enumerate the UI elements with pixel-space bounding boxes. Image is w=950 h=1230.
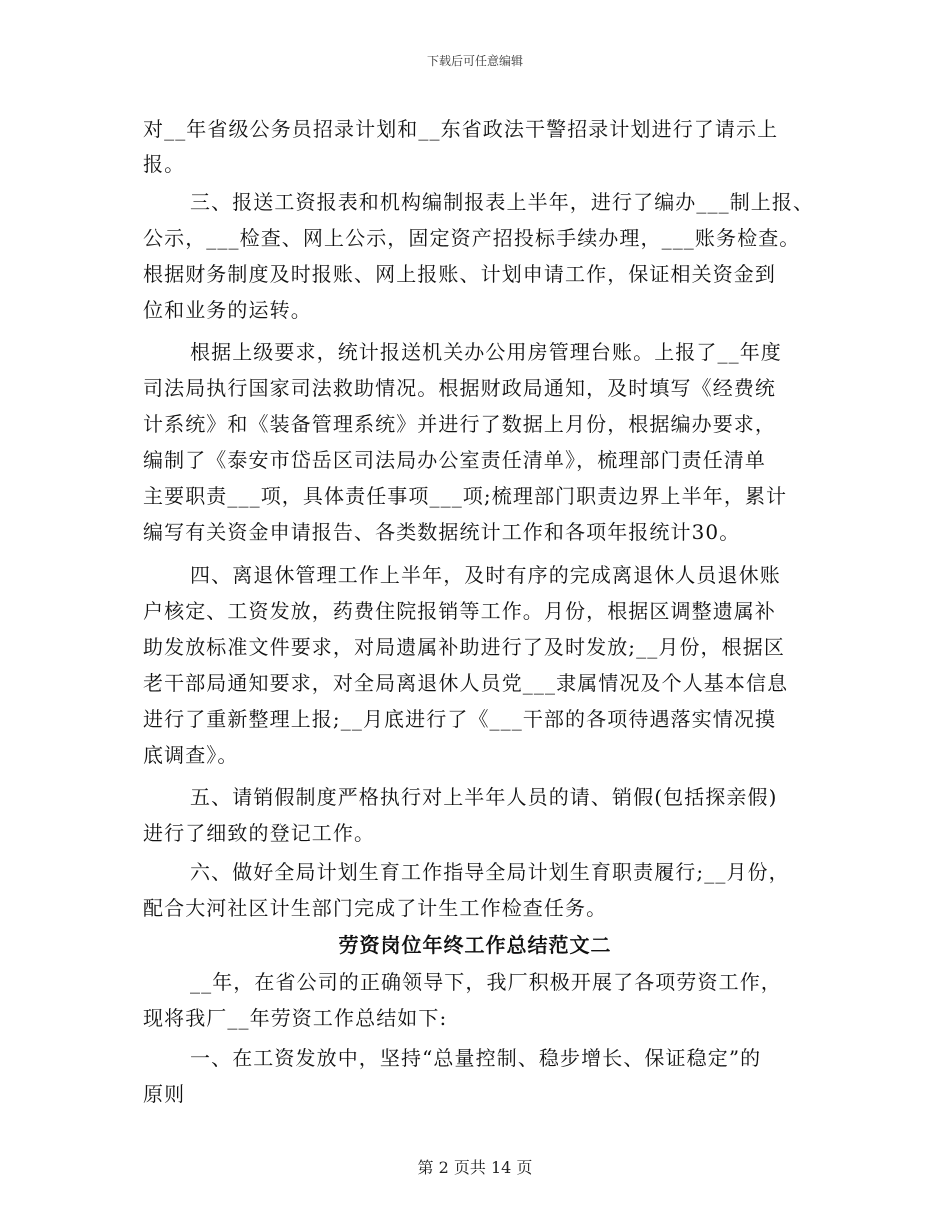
body-text-line: 公示，___检查、网上公示，固定资产招投标手续办理，___账务检查。 <box>143 226 801 250</box>
body-text-line: 三、报送工资报表和机构编制报表上半年，进行了编办___制上报、 <box>190 190 815 214</box>
body-text-line: 助发放标准文件要求，对局遗属补助进行了及时发放;__月份，根据区 <box>143 635 785 659</box>
body-text-line: 五、请销假制度严格执行对上半年人员的请、销假(包括探亲假) <box>190 785 778 809</box>
body-text-line: 进行了重新整理上报;__月底进行了《___干部的各项待遇落实情况摸 <box>143 707 777 731</box>
body-text-line: 对__年省级公务员招录计划和__东省政法干警招录计划进行了请示上 <box>143 117 779 141</box>
body-text-line: 一、在工资发放中，坚持“总量控制、稳步增长、保证稳定”的 <box>190 1046 762 1070</box>
section-heading: 劳资岗位年终工作总结范文二 <box>338 933 612 957</box>
body-text-line: 四、离退休管理工作上半年，及时有序的完成离退休人员退休账 <box>190 563 781 587</box>
body-text-line: 计系统》和《装备管理系统》并进行了数据上月份，根据编办要求， <box>143 412 776 436</box>
body-text-line: 底调查》。 <box>143 743 239 767</box>
body-text-line: 六、做好全局计划生育工作指导全局计划生育职责履行;__月份， <box>190 860 790 884</box>
body-text-line: 根据财务制度及时报账、网上报账、计划申请工作，保证相关资金到 <box>143 262 776 286</box>
body-text-line: __年，在省公司的正确领导下，我厂积极开展了各项劳资工作， <box>190 970 782 994</box>
body-text-line: 主要职责___项，具体责任事项___项;梳理部门职责边界上半年，累计 <box>143 484 788 508</box>
body-text-line: 编写有关资金申请报告、各类数据统计工作和各项年报统计30。 <box>143 520 741 544</box>
page-footer: 第 2 页共 14 页 <box>417 1158 533 1177</box>
body-text-line: 进行了细致的登记工作。 <box>143 821 376 845</box>
body-text-line: 司法局执行国家司法救助情况。根据财政局通知，及时填写《经费统 <box>143 376 776 400</box>
body-text-line: 原则 <box>143 1082 186 1106</box>
body-text-line: 报。 <box>143 152 186 176</box>
body-text-line: 老干部局通知要求，对全局离退休人员党___隶属情况及个人基本信息 <box>143 671 789 695</box>
page-header: 下载后可任意编辑 <box>426 54 523 68</box>
body-text-line: 位和业务的运转。 <box>143 298 312 322</box>
body-text-line: 根据上级要求，统计报送机关办公用房管理台账。上报了__年度 <box>190 340 782 364</box>
body-text-line: 编制了《泰安市岱岳区司法局办公室责任清单》，梳理部门责任清单 <box>143 448 766 472</box>
body-text-line: 现将我厂__年劳资工作总结如下: <box>143 1006 448 1030</box>
body-text-line: 配合大河社区计生部门完成了计生工作检查任务。 <box>143 896 608 920</box>
body-text-line: 户核定、工资发放，药费住院报销等工作。月份，根据区调整遗属补 <box>143 599 776 623</box>
